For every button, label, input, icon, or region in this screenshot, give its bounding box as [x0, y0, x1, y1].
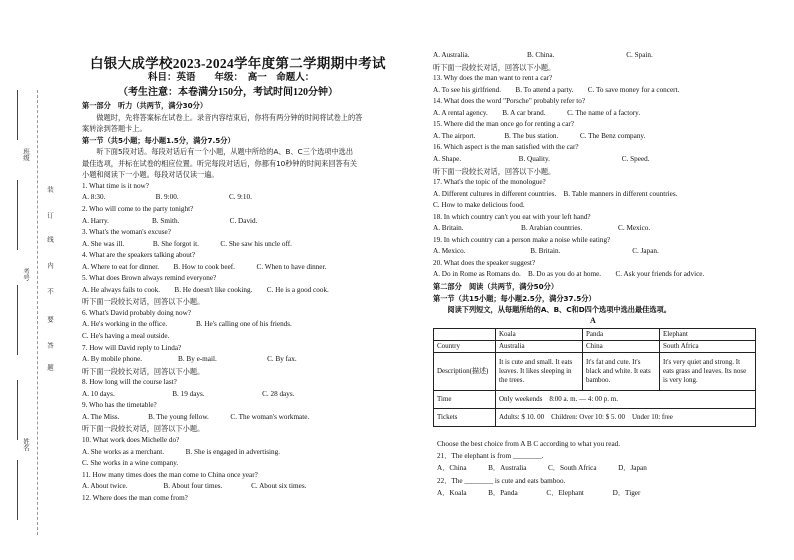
gutter-label: 装: [46, 186, 54, 193]
text-line: A. Britain. B. Arabian countries. C. Mexico.: [433, 224, 651, 233]
text-line: 听下面一段较长对话，回答以下小题。: [82, 366, 205, 376]
text-line: A. About twice. B. About four times. C. About six times.: [82, 482, 307, 491]
text-line: 21．The elephant is from ________.: [437, 452, 544, 461]
text-line: 12. Where does the man come from?: [82, 493, 188, 502]
text-line: 5. What does Brown always remind everyone?: [82, 274, 217, 283]
text-line: A. She works as a merchant. B. She is engaged in advertising.: [82, 447, 281, 456]
text-line: A. By mobile phone. B. By e-mail. C. By fax.: [82, 355, 297, 364]
text-line: 小题和阅读下一小题。每段对话仅读一遍。: [82, 170, 219, 180]
text-line: A. Where to eat for dinner. B. How to cook beef. C. When to have dinner.: [82, 262, 327, 271]
text-line: 最佳选项，并标在试卷的相应位置。听完每段对话后，你都有10秒钟的时间来回答有关: [82, 158, 358, 168]
text-line: 6. What's David probably doing now?: [82, 308, 191, 317]
text-line: 1. What time is it now?: [82, 181, 149, 190]
text-line: 8. How long will the course last?: [82, 378, 177, 387]
gutter-label: 班级: [22, 148, 30, 161]
text-line: 听下面一段较长对话，回答以下小题。: [433, 166, 556, 176]
text-line: 听下面一段较长对话，回答以下小题。: [82, 424, 205, 434]
text-line: 18. In which country can't you eat with your left hand?: [433, 212, 591, 221]
text-line: 15. Where did the man once go for renting a car?: [433, 120, 574, 129]
text-line: 第一节（共15小题；每小题2.5分，满分37.5分）: [433, 293, 596, 303]
text-line: A. Shape. B. Quality. C. Speed.: [433, 154, 650, 163]
text-line: 听下面一段较长对话，回答以下小题。: [82, 297, 205, 307]
text-line: A. 10 days. B. 19 days. C. 28 days.: [82, 389, 295, 398]
passage-label: A: [590, 316, 596, 325]
text-line: A. Do in Rome as Romans do. B. Do as you do at home. C. Ask your friends for advice.: [433, 270, 705, 279]
gutter-label: 订: [46, 212, 54, 219]
text-line: 听下面一段较长对话，回答以下小题。: [433, 62, 556, 72]
fill-in-line: [17, 180, 18, 250]
text-line: A. He always fails to cook. B. He doesn't like cooking. C. He is a good cook.: [82, 285, 329, 294]
table-row: [434, 341, 756, 353]
text-line: 第一部分 听力（共两节，满分30分）: [82, 101, 208, 110]
text-line: A. Australia. B. China. C. Spain.: [433, 51, 653, 59]
table-cell: Tickets: [434, 409, 496, 427]
text-line: A．China B．Australia C．South Africa D．Japan: [437, 464, 647, 473]
table-cell: Country: [434, 341, 496, 353]
text-line: A. Harry. B. Smith. C. David.: [82, 216, 258, 225]
table-row: [434, 353, 756, 391]
table-cell: It's very quiet and strong. It eats grass and leaves. Its nose is very long.: [660, 353, 756, 391]
table-cell: South Africa: [660, 341, 756, 353]
table-cell: Panda: [583, 329, 660, 341]
text-line: A. 8:30. B. 9:00. C. 9:10.: [82, 193, 252, 202]
fill-in-line: [17, 285, 18, 355]
text-line: 17. What's the topic of the monologue?: [433, 178, 546, 187]
table-row: [434, 409, 756, 427]
text-line: 14. What does the word "Porsche" probably refer to?: [433, 97, 586, 106]
gutter-label: 不: [46, 288, 54, 295]
text-line: 10. What work does Michelle do?: [82, 435, 180, 444]
exam-subtitle: 科目：英语 年级： 高一 命题人：: [148, 73, 315, 83]
text-line: 16. Which aspect is the man satisfied with the car?: [433, 143, 579, 152]
table-cell: It is cute and small. It eats leaves. It likes sleeping in the trees.: [496, 353, 583, 391]
fill-in-line: [17, 460, 18, 520]
text-line: 11. How many times does the man come to China once year?: [82, 470, 258, 479]
table-cell: Time: [434, 391, 496, 409]
gutter-label: 题: [46, 364, 54, 371]
table-cell: Australia: [496, 341, 583, 353]
text-line: A. Different cultures in different countries. B. Table manners in different countries.: [433, 189, 678, 198]
text-line: 7. How will David reply to Linda?: [82, 343, 182, 352]
fill-in-line: [17, 380, 18, 440]
text-line: 3. What's the woman's excuse?: [82, 228, 171, 237]
table-cell: Only weekends 8:00 a. m. — 4: 00 p. m.: [496, 391, 756, 409]
text-line: 22．The ________ is cute and eats bamboo.: [437, 476, 566, 485]
text-line: A. She was ill. B. She forgot it. C. She saw his uncle off.: [82, 239, 292, 248]
text-line: 第二部分 阅读（共两节，满分50分）: [433, 282, 559, 291]
text-line: 阅读下列短文，从每题所给的A、B、C和D四个选项中选出最佳选项。: [433, 305, 671, 315]
text-line: A. He's working in the office. B. He's calling one of his friends.: [82, 320, 292, 329]
text-line: 20. What does the speaker suggest?: [433, 258, 536, 267]
info-table: [433, 328, 756, 427]
text-line: 做题时，先将答案标在试卷上。录音内容结束后，你将有两分钟的时间将试卷上的答: [82, 112, 363, 122]
text-line: A．Koala B．Panda C．Elephant D．Tiger: [437, 488, 641, 497]
table-cell: It's fat and cute. It's black and white. It eats bamboo.: [583, 353, 660, 391]
text-line: A. The Miss. B. The young fellow. C. The woman's workmate.: [82, 412, 310, 421]
gutter-label: 考号: [22, 268, 30, 281]
table-row: [434, 329, 756, 341]
table-cell: China: [583, 341, 660, 353]
table-cell: Koala: [496, 329, 583, 341]
text-line: 9. Who has the timetable?: [82, 401, 157, 410]
text-line: A. To see his girlfriend. B. To attend a party. C. To save money for a concert.: [433, 85, 680, 94]
text-line: Choose the best choice from A B C according to what you read.: [437, 440, 621, 448]
table-cell: Adults: $ 10. 00 Children: Over 10: $ 5. 00 Under 10: free: [496, 409, 756, 427]
gutter-label: 答: [46, 342, 54, 349]
text-line: C. He's having a meal outside.: [82, 332, 170, 340]
gutter-label: 要: [46, 316, 54, 323]
text-line: 听下面5段对话。每段对话后有一个小题，从题中所给的A、B、C三个选项中选出: [82, 147, 354, 157]
text-line: 4. What are the speakers talking about?: [82, 251, 196, 260]
text-line: 2. Who will come to the party tonight?: [82, 204, 194, 213]
text-line: 案转涂到答题卡上。: [82, 124, 147, 134]
table-cell: Description(描述): [434, 353, 496, 391]
table-cell: Elephant: [660, 329, 756, 341]
text-line: 第一节（共5小题；每小题1.5分，满分7.5分）: [82, 135, 235, 145]
gutter-label: 线: [46, 236, 54, 243]
text-line: 13. Why does the man want to rent a car?: [433, 74, 553, 83]
table-row: [434, 391, 756, 409]
text-line: C. How to make delicious food.: [433, 201, 525, 210]
text-line: A. The airport. B. The bus station. C. The Benz company.: [433, 131, 646, 140]
text-line: A. A rental agency. B. A car brand. C. The name of a factory.: [433, 108, 641, 117]
gutter-label: 内: [46, 262, 54, 269]
exam-title: 白银大成学校2023-2024学年度第二学期期中考试: [90, 56, 386, 71]
gutter-label: 姓名: [22, 438, 30, 451]
binding-line: [37, 90, 38, 535]
exam-note: （考生注意：本卷满分150分，考试时间120分钟）: [118, 87, 338, 98]
text-line: 19. In which country can a person make a noise while eating?: [433, 235, 611, 244]
fill-in-line: [17, 90, 18, 140]
text-line: C. She works in a wine company.: [82, 459, 179, 468]
text-line: A. Mexico. B. Britain. C. Japan.: [433, 247, 659, 256]
